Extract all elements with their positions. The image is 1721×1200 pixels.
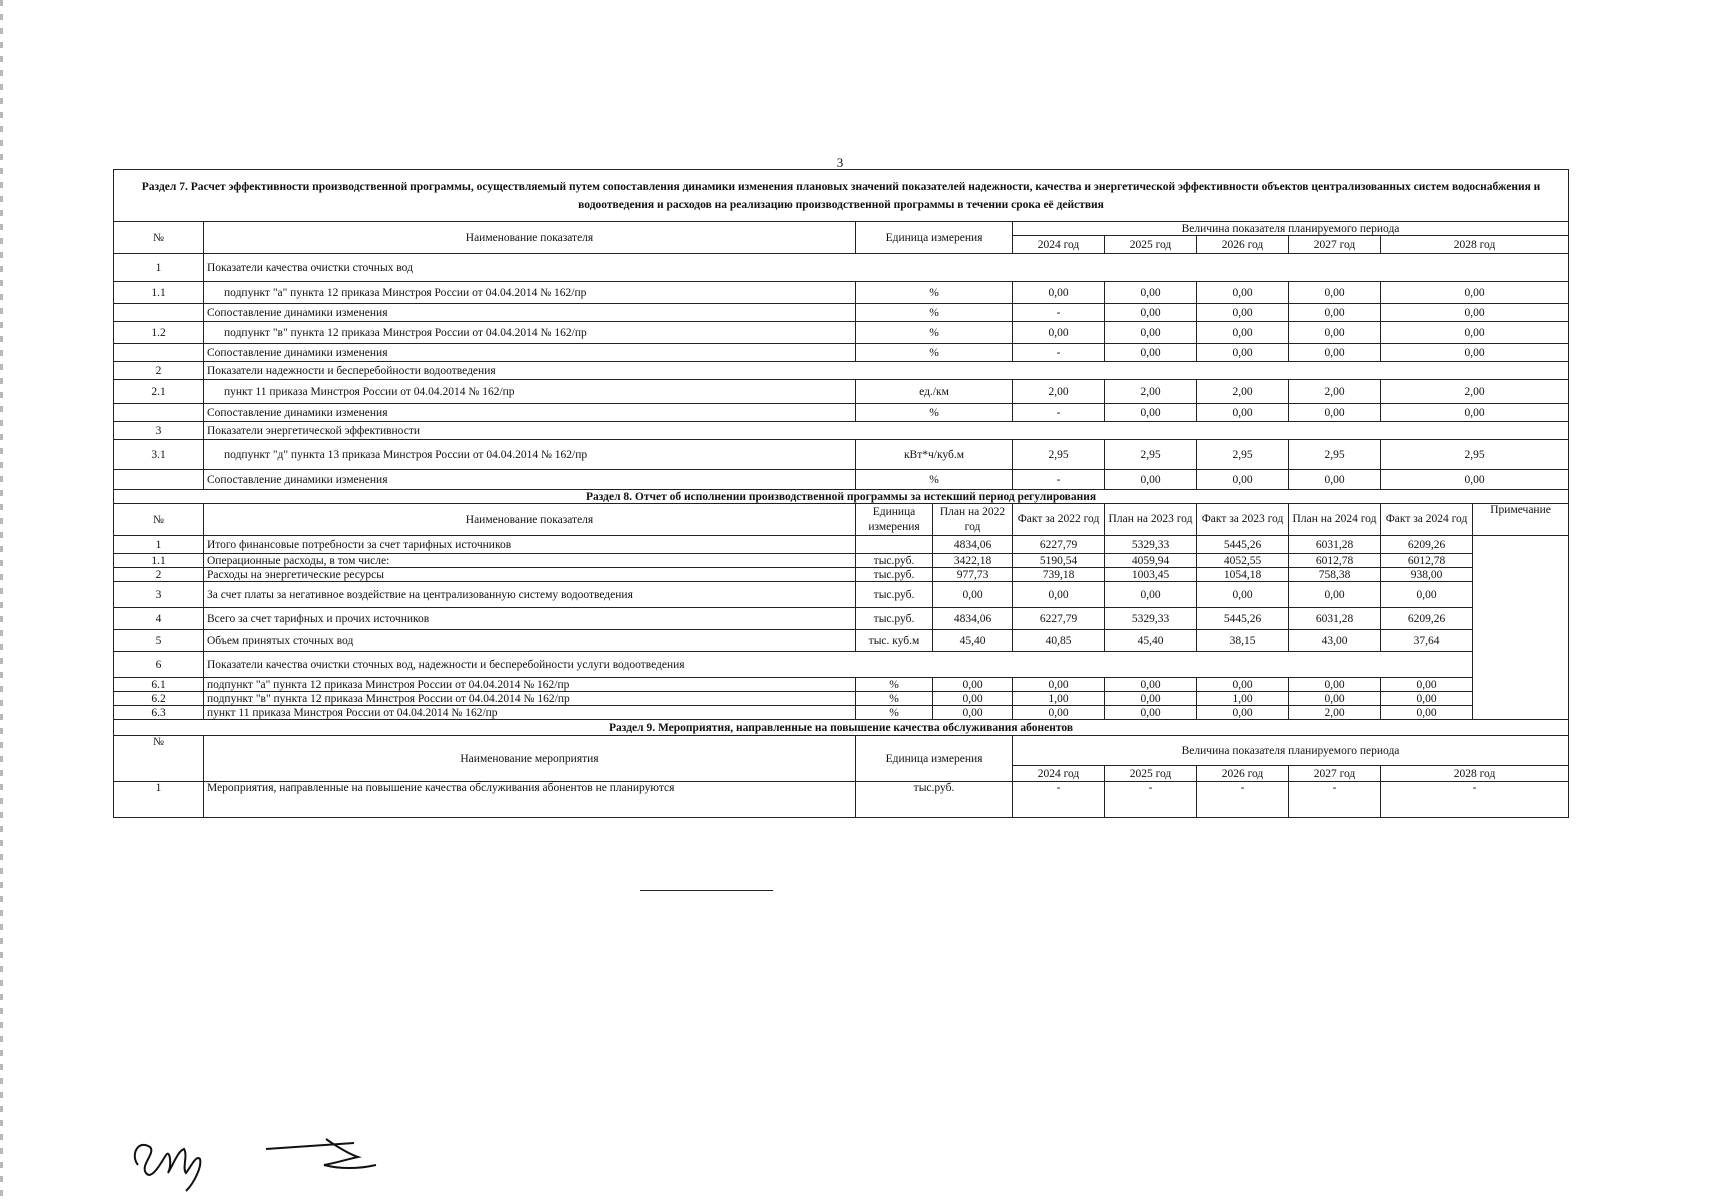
row-unit: %: [856, 470, 1013, 490]
row-value: 0,00: [1289, 582, 1381, 608]
s7-year-2027: 2027 год: [1289, 236, 1381, 254]
row-value: 38,15: [1197, 630, 1289, 652]
table-row: [114, 422, 1569, 440]
section7-title: Раздел 7. Расчет эффективности производственной программы, осуществляемый путем сопоставления динамики изменения плановых значений показателей надежности, качества и энергетической эффективности объектов централизованных систем водоснабжения и водоотведения и расходов на реализацию производственной программы в течении срока её действия: [114, 170, 1569, 222]
table-row: [114, 568, 1569, 582]
table-row: [114, 782, 1569, 818]
row-value: 4834,06: [933, 608, 1013, 630]
row-num: 4: [114, 608, 204, 630]
row-value: 5190,54: [1013, 554, 1105, 568]
s9-year-2024: 2024 год: [1013, 766, 1105, 782]
row-value: -: [1013, 404, 1105, 422]
row-value: 0,00: [1105, 706, 1197, 720]
row-value: 43,00: [1289, 630, 1381, 652]
row-name: За счет платы за негативное воздействие на централизованную систему водоотведения: [204, 582, 856, 608]
table-row: [114, 380, 1569, 404]
row-unit: тыс.руб.: [856, 554, 933, 568]
row-value: -: [1013, 782, 1105, 818]
s8-header-plan-2022: План на 2022 год: [933, 504, 1013, 536]
row-value: 0,00: [1197, 282, 1289, 304]
s9-year-2027: 2027 год: [1289, 766, 1381, 782]
s8-header-plan-2023: План на 2023 год: [1105, 504, 1197, 536]
row-num: 1: [114, 782, 204, 818]
s8-header-num: №: [114, 504, 204, 536]
row-value: 0,00: [933, 692, 1013, 706]
row-name: Мероприятия, направленные на повышение качества обслуживания абонентов не планируются: [204, 782, 856, 818]
report-table: [113, 169, 1569, 818]
row-value: 2,95: [1013, 440, 1105, 470]
row-value: 0,00: [1105, 304, 1197, 322]
table-row: [114, 404, 1569, 422]
row-value: -: [1013, 344, 1105, 362]
table-row: [114, 322, 1569, 344]
table-row: [114, 344, 1569, 362]
row-value: 0,00: [1381, 692, 1473, 706]
table-row: [114, 652, 1569, 678]
table-row: [114, 536, 1569, 554]
row-group-name: Показатели энергетической эффективности: [204, 422, 1569, 440]
row-unit: тыс.руб.: [856, 782, 1013, 818]
row-name: пункт 11 приказа Минстроя России от 04.04.2014 № 162/пр: [204, 380, 856, 404]
s7-header-unit: Единица измерения: [856, 222, 1013, 254]
row-value: 0,00: [1381, 304, 1569, 322]
s9-header-name: Наименование мероприятия: [204, 736, 856, 782]
note-cell: [1473, 536, 1569, 720]
row-value: 0,00: [1197, 304, 1289, 322]
row-value: 6012,78: [1289, 554, 1381, 568]
row-name: Сопоставление динамики изменения: [204, 404, 856, 422]
row-value: 0,00: [1197, 582, 1289, 608]
row-value: 0,00: [1289, 678, 1381, 692]
s8-header-plan-2024: План на 2024 год: [1289, 504, 1381, 536]
section8-title: Раздел 8. Отчет об исполнении производственной программы за истекший период регулирования: [114, 490, 1569, 504]
row-num: 2.1: [114, 380, 204, 404]
row-value: 1,00: [1197, 692, 1289, 706]
handwritten-signature: [126, 1125, 406, 1195]
table-row: [114, 706, 1569, 720]
row-name: Сопоставление динамики изменения: [204, 470, 856, 490]
table-row: [114, 630, 1569, 652]
row-value: 45,40: [1105, 630, 1197, 652]
row-name: подпункт "а" пункта 12 приказа Минстроя России от 04.04.2014 № 162/пр: [204, 678, 856, 692]
row-group-name: Показатели качества очистки сточных вод: [204, 254, 1569, 282]
row-value: 0,00: [933, 582, 1013, 608]
row-name: Всего за счет тарифных и прочих источников: [204, 608, 856, 630]
row-value: 1003,45: [1105, 568, 1197, 582]
table-row: [114, 282, 1569, 304]
s7-header-name: Наименование показателя: [204, 222, 856, 254]
row-unit: %: [856, 404, 1013, 422]
row-value: -: [1013, 304, 1105, 322]
row-value: 0,00: [1197, 344, 1289, 362]
row-value: 0,00: [1381, 582, 1473, 608]
row-value: 5445,26: [1197, 608, 1289, 630]
row-value: 0,00: [1289, 344, 1381, 362]
row-unit: ед./км: [856, 380, 1013, 404]
row-value: 0,00: [1105, 582, 1197, 608]
row-name: Итого финансовые потребности за счет тарифных источников: [204, 536, 856, 554]
row-value: 739,18: [1013, 568, 1105, 582]
row-value: 0,00: [1289, 692, 1381, 706]
table-row: [114, 608, 1569, 630]
row-num: 3: [114, 582, 204, 608]
table-row: [114, 582, 1569, 608]
row-value: 0,00: [1105, 282, 1197, 304]
row-value: 0,00: [1381, 470, 1569, 490]
s9-header-num: №: [114, 736, 204, 782]
row-unit: %: [856, 322, 1013, 344]
row-value: 0,00: [1197, 322, 1289, 344]
row-group-name: Показатели качества очистки сточных вод, надежности и бесперебойности услуги водоотведения: [204, 652, 1473, 678]
row-value: 938,00: [1381, 568, 1473, 582]
row-num: 3.1: [114, 440, 204, 470]
row-value: 6227,79: [1013, 536, 1105, 554]
s9-header-unit: Единица измерения: [856, 736, 1013, 782]
s8-header-unit: Единица измерения: [856, 504, 933, 536]
row-value: 0,00: [1289, 322, 1381, 344]
section9-title: Раздел 9. Мероприятия, направленные на повышение качества обслуживания абонентов: [114, 720, 1569, 736]
row-unit: %: [856, 692, 933, 706]
row-value: 977,73: [933, 568, 1013, 582]
row-unit: %: [856, 706, 933, 720]
row-value: -: [1381, 782, 1569, 818]
row-value: 5329,33: [1105, 608, 1197, 630]
s7-year-2028: 2028 год: [1381, 236, 1569, 254]
row-num: 6.3: [114, 706, 204, 720]
row-num: 1.1: [114, 554, 204, 568]
row-group-name: Показатели надежности и бесперебойности водоотведения: [204, 362, 1569, 380]
row-value: 45,40: [933, 630, 1013, 652]
s8-header-note: Примечание: [1473, 504, 1569, 536]
row-value: 5329,33: [1105, 536, 1197, 554]
row-value: 0,00: [1105, 404, 1197, 422]
row-value: 6209,26: [1381, 536, 1473, 554]
row-value: 4052,55: [1197, 554, 1289, 568]
row-value: -: [1013, 470, 1105, 490]
row-value: 0,00: [1381, 706, 1473, 720]
row-num: [114, 404, 204, 422]
row-value: -: [1289, 782, 1381, 818]
row-unit: %: [856, 678, 933, 692]
s9-year-2028: 2028 год: [1381, 766, 1569, 782]
row-unit: %: [856, 344, 1013, 362]
row-value: 0,00: [933, 678, 1013, 692]
row-value: 0,00: [1381, 678, 1473, 692]
row-value: 0,00: [1013, 706, 1105, 720]
table-row: [114, 254, 1569, 282]
row-value: 0,00: [1381, 344, 1569, 362]
s9-year-2026: 2026 год: [1197, 766, 1289, 782]
row-num: 1.2: [114, 322, 204, 344]
row-num: 6.2: [114, 692, 204, 706]
row-value: 0,00: [1013, 678, 1105, 692]
row-value: 0,00: [1105, 322, 1197, 344]
row-unit: %: [856, 282, 1013, 304]
row-unit: [856, 536, 933, 554]
row-value: 0,00: [1197, 404, 1289, 422]
row-num: 3: [114, 422, 204, 440]
end-separator-line: [640, 890, 773, 891]
page-number: 3: [836, 155, 844, 170]
row-num: 1: [114, 536, 204, 554]
row-name: подпункт "д" пункта 13 приказа Минстроя России от 04.04.2014 № 162/пр: [204, 440, 856, 470]
s7-header-period: Величина показателя планируемого периода: [1013, 222, 1569, 236]
s8-header-name: Наименование показателя: [204, 504, 856, 536]
row-value: 2,00: [1013, 380, 1105, 404]
row-num: 6: [114, 652, 204, 678]
s8-header-fact-2023: Факт за 2023 год: [1197, 504, 1289, 536]
row-value: 0,00: [1105, 692, 1197, 706]
row-value: 0,00: [1289, 282, 1381, 304]
scan-edge-artifact: [0, 0, 3, 1200]
s8-header-fact-2022: Факт за 2022 год: [1013, 504, 1105, 536]
row-name: Объем принятых сточных вод: [204, 630, 856, 652]
row-num: 1.1: [114, 282, 204, 304]
row-name: подпункт "а" пункта 12 приказа Минстроя России от 04.04.2014 № 162/пр: [204, 282, 856, 304]
row-unit: %: [856, 304, 1013, 322]
row-num: [114, 470, 204, 490]
row-num: 1: [114, 254, 204, 282]
row-value: 6031,28: [1289, 608, 1381, 630]
table-row: [114, 554, 1569, 568]
row-value: 5445,26: [1197, 536, 1289, 554]
row-value: 0,00: [1289, 470, 1381, 490]
row-name: подпункт "в" пункта 12 приказа Минстроя России от 04.04.2014 № 162/пр: [204, 322, 856, 344]
row-value: 0,00: [1105, 470, 1197, 490]
row-value: 2,00: [1289, 380, 1381, 404]
row-name: подпункт "в" пункта 12 приказа Минстроя России от 04.04.2014 № 162/пр: [204, 692, 856, 706]
row-num: 5: [114, 630, 204, 652]
row-value: 6227,79: [1013, 608, 1105, 630]
row-num: 6.1: [114, 678, 204, 692]
table-row: [114, 678, 1569, 692]
row-value: 2,00: [1197, 380, 1289, 404]
s7-year-2024: 2024 год: [1013, 236, 1105, 254]
row-name: Расходы на энергетические ресурсы: [204, 568, 856, 582]
row-value: 1054,18: [1197, 568, 1289, 582]
row-value: 2,00: [1381, 380, 1569, 404]
row-value: 1,00: [1013, 692, 1105, 706]
row-value: 0,00: [1381, 404, 1569, 422]
row-unit: кВт*ч/куб.м: [856, 440, 1013, 470]
row-name: Сопоставление динамики изменения: [204, 304, 856, 322]
row-value: 2,95: [1289, 440, 1381, 470]
s7-year-2025: 2025 год: [1105, 236, 1197, 254]
row-unit: тыс.руб.: [856, 582, 933, 608]
row-value: 2,95: [1105, 440, 1197, 470]
row-value: 6031,28: [1289, 536, 1381, 554]
row-value: 0,00: [1197, 706, 1289, 720]
row-value: 0,00: [1013, 322, 1105, 344]
row-value: 37,64: [1381, 630, 1473, 652]
row-name: Сопоставление динамики изменения: [204, 344, 856, 362]
s7-year-2026: 2026 год: [1197, 236, 1289, 254]
row-value: 2,00: [1105, 380, 1197, 404]
table-row: [114, 440, 1569, 470]
row-num: 2: [114, 362, 204, 380]
row-value: 3422,18: [933, 554, 1013, 568]
row-num: 2: [114, 568, 204, 582]
table-row: [114, 304, 1569, 322]
row-unit: тыс.руб.: [856, 568, 933, 582]
row-name: пункт 11 приказа Минстроя России от 04.04.2014 № 162/пр: [204, 706, 856, 720]
row-value: 2,95: [1197, 440, 1289, 470]
row-value: 0,00: [1289, 304, 1381, 322]
row-value: 2,95: [1381, 440, 1569, 470]
s7-header-num: №: [114, 222, 204, 254]
row-value: 2,00: [1289, 706, 1381, 720]
row-unit: тыс. куб.м: [856, 630, 933, 652]
row-name: Операционные расходы, в том числе:: [204, 554, 856, 568]
row-value: 0,00: [1105, 344, 1197, 362]
row-value: 0,00: [933, 706, 1013, 720]
table-row: [114, 362, 1569, 380]
row-value: 0,00: [1197, 470, 1289, 490]
row-value: 0,00: [1197, 678, 1289, 692]
s9-header-period: Величина показателя планируемого периода: [1013, 736, 1569, 766]
row-value: -: [1105, 782, 1197, 818]
row-value: 758,38: [1289, 568, 1381, 582]
document-sheet: [113, 169, 1568, 818]
row-num: [114, 344, 204, 362]
row-value: 6209,26: [1381, 608, 1473, 630]
row-value: -: [1197, 782, 1289, 818]
s8-header-fact-2024: Факт за 2024 год: [1381, 504, 1473, 536]
row-value: 0,00: [1381, 322, 1569, 344]
row-value: 4059,94: [1105, 554, 1197, 568]
table-row: [114, 692, 1569, 706]
s9-year-2025: 2025 год: [1105, 766, 1197, 782]
row-value: 0,00: [1013, 282, 1105, 304]
row-num: [114, 304, 204, 322]
row-unit: тыс.руб.: [856, 608, 933, 630]
row-value: 40,85: [1013, 630, 1105, 652]
row-value: 0,00: [1289, 404, 1381, 422]
row-value: 4834,06: [933, 536, 1013, 554]
row-value: 6012,78: [1381, 554, 1473, 568]
row-value: 0,00: [1013, 582, 1105, 608]
table-row: [114, 470, 1569, 490]
row-value: 0,00: [1381, 282, 1569, 304]
row-value: 0,00: [1105, 678, 1197, 692]
